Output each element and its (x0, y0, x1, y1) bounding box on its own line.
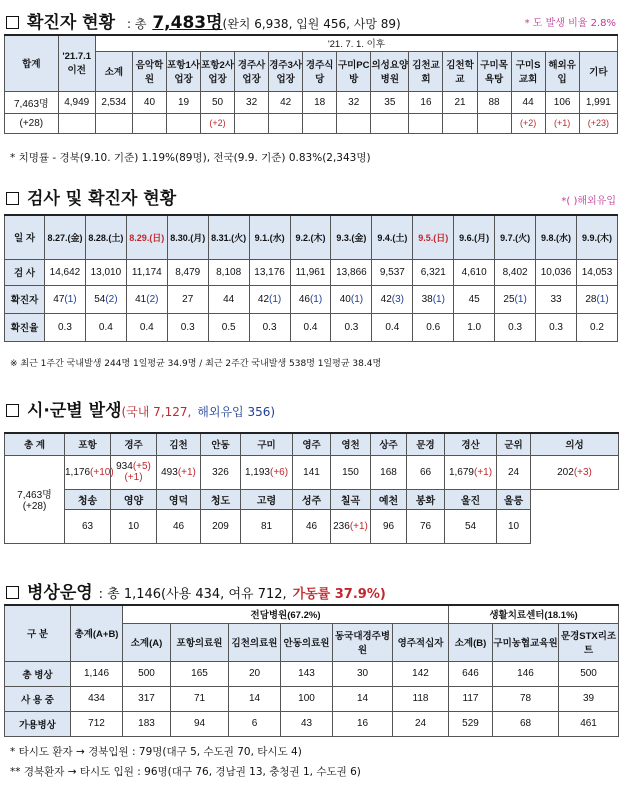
header-total: 합계 (5, 35, 59, 91)
bed-value: 24 (393, 711, 449, 736)
header-before: '21.7.1이전 (58, 35, 95, 91)
rate-cell: 0.3 (331, 313, 372, 341)
case-cell: 40(1) (331, 285, 372, 313)
region-header: 상주 (371, 433, 407, 455)
section4-foot2: ** 경북환자 → 타시도 입원 : 96명(대구 76, 경남권 13, 충청권 1, 수도권 6) (10, 766, 361, 778)
test-cell: 9,537 (372, 259, 413, 285)
case-change (303, 113, 337, 133)
section3-title: 시·군별 발생(국내 7,127, 해외유입 356) (6, 396, 275, 421)
section3-overseas: 해외유입 356) (197, 405, 276, 419)
date-cell: 8.28.(土) (85, 215, 126, 259)
region-value: 168 (371, 455, 407, 489)
case-total: 21 (443, 91, 477, 113)
bed-row-label: 사 용 중 (5, 686, 71, 711)
section3-domestic: (국내 7,127, (121, 405, 192, 419)
case-change (269, 113, 303, 133)
test-cell: 13,010 (85, 259, 126, 285)
rate-cell: 0.4 (126, 313, 167, 341)
test-cell: 6,321 (413, 259, 454, 285)
bed-value: 6 (229, 711, 281, 736)
region-value: 934(+5)(+1) (111, 455, 157, 489)
bed-col-header: 김천의료원 (229, 623, 281, 661)
region-value: 63 (65, 509, 111, 543)
row-label: 확진자 (5, 285, 45, 313)
region-header: 칠곡 (331, 489, 371, 509)
case-change (477, 113, 511, 133)
region-value: 46 (157, 509, 201, 543)
date-cell: 8.27.(金) (45, 215, 86, 259)
date-cell: 9.2.(木) (290, 215, 331, 259)
test-cell: 10,036 (536, 259, 577, 285)
region-value: 24 (497, 455, 531, 489)
case-total: 35 (371, 91, 409, 113)
empty-cell (531, 489, 619, 509)
bed-col-header: 문경STX리조트 (559, 623, 619, 661)
bed-value: 78 (493, 686, 559, 711)
empty-cell (531, 509, 619, 543)
case-change (409, 113, 443, 133)
section4-rate: 가동률 37.9%) (292, 587, 386, 602)
case-change (95, 113, 132, 133)
region-header: 울진 (445, 489, 497, 509)
case-change (132, 113, 166, 133)
bed-value: 94 (171, 711, 229, 736)
case-change: (+2) (201, 113, 235, 133)
test-cell: 8,108 (208, 259, 249, 285)
region-header: 영천 (331, 433, 371, 455)
date-cell: 9.1.(水) (249, 215, 290, 259)
cases-table (4, 34, 618, 134)
region-header: 영주 (293, 433, 331, 455)
bed-value: 71 (171, 686, 229, 711)
group-hospital: 전담병원(67.2%) (123, 605, 449, 623)
section1-note: * 도 발생 비율 2.8% (524, 18, 616, 29)
region-value: 1,176(+10) (65, 455, 111, 489)
test-cell: 13,176 (249, 259, 290, 285)
bed-value: 68 (493, 711, 559, 736)
case-header: 소계 (95, 51, 132, 91)
bed-value: 14 (333, 686, 393, 711)
case-header: 포항1사업장 (166, 51, 200, 91)
section2-note: *( )해외유입 (561, 196, 616, 207)
case-change (443, 113, 477, 133)
region-header: 경주 (111, 433, 157, 455)
case-change (166, 113, 200, 133)
case-total: 40 (132, 91, 166, 113)
region-value: 10 (497, 509, 531, 543)
test-cell: 14,642 (45, 259, 86, 285)
date-cell: 9.8.(水) (536, 215, 577, 259)
date-cell: 9.4.(土) (372, 215, 413, 259)
case-change: (+28) (5, 113, 59, 133)
rate-cell: 0.4 (290, 313, 331, 341)
region-value: 96 (371, 509, 407, 543)
row-label: 확진율 (5, 313, 45, 341)
bed-row-label: 총 병상 (5, 661, 71, 686)
bed-value: 14 (229, 686, 281, 711)
total-change: (+28) (22, 501, 47, 512)
bed-col-header: 소계(A) (123, 623, 171, 661)
date-cell: 9.5.(日) (413, 215, 454, 259)
case-cell: 45 (454, 285, 495, 313)
case-change (337, 113, 371, 133)
region-header: 울릉 (497, 489, 531, 509)
bed-row-label: 가용병상 (5, 711, 71, 736)
bed-col-header: 소계(B) (449, 623, 493, 661)
rate-cell: 0.3 (495, 313, 536, 341)
region-header: 영양 (111, 489, 157, 509)
case-total: 19 (166, 91, 200, 113)
test-cell: 11,961 (290, 259, 331, 285)
case-header: 경주3사업장 (269, 51, 303, 91)
region-value: 326 (201, 455, 241, 489)
bed-value: 39 (559, 686, 619, 711)
region-header: 고령 (241, 489, 293, 509)
region-value: 150 (331, 455, 371, 489)
checkbox-icon (6, 404, 19, 417)
case-cell: 33 (536, 285, 577, 313)
region-value: 10 (111, 509, 157, 543)
tests-table (4, 214, 618, 342)
case-change: (+1) (545, 113, 579, 133)
case-total: 50 (201, 91, 235, 113)
date-cell: 9.7.(火) (495, 215, 536, 259)
case-total: 4,949 (58, 91, 95, 113)
case-total: 32 (235, 91, 269, 113)
bed-row-total: 434 (71, 686, 123, 711)
date-cell: 9.6.(月) (454, 215, 495, 259)
bed-value: 461 (559, 711, 619, 736)
bed-value: 30 (333, 661, 393, 686)
case-total: 7,463명 (5, 91, 59, 113)
bed-value: 117 (449, 686, 493, 711)
checkbox-icon (6, 16, 19, 29)
case-total: 16 (409, 91, 443, 113)
case-header: 구미S교회 (511, 51, 545, 91)
bed-col-header: 동국대경주병원 (333, 623, 393, 661)
section4-summary: : 총 1,146(사용 434, 여유 712, (98, 587, 287, 602)
bed-value: 183 (123, 711, 171, 736)
bed-value: 529 (449, 711, 493, 736)
bed-col-header: 구미농협교육원 (493, 623, 559, 661)
case-cell: 42(3) (372, 285, 413, 313)
region-header: 안동 (201, 433, 241, 455)
row-label: 검 사 (5, 259, 45, 285)
row-label: 일 자 (5, 215, 45, 259)
col-total: 총계(A+B) (71, 605, 123, 661)
case-header: 해외유입 (545, 51, 579, 91)
region-value: 209 (201, 509, 241, 543)
case-total: 32 (337, 91, 371, 113)
region-value: 1,679(+1) (445, 455, 497, 489)
rate-cell: 0.4 (372, 313, 413, 341)
region-header: 봉화 (407, 489, 445, 509)
case-cell: 41(2) (126, 285, 167, 313)
region-value: 46 (293, 509, 331, 543)
case-change (371, 113, 409, 133)
region-value: 81 (241, 509, 293, 543)
bed-value: 118 (393, 686, 449, 711)
bed-col-header: 영주적십자 (393, 623, 449, 661)
case-total: 88 (477, 91, 511, 113)
region-header: 성주 (293, 489, 331, 509)
case-header: 음악학원 (132, 51, 166, 91)
rate-cell: 0.3 (167, 313, 208, 341)
bed-row-total: 1,146 (71, 661, 123, 686)
bed-value: 142 (393, 661, 449, 686)
bed-value: 43 (281, 711, 333, 736)
date-cell: 8.30.(月) (167, 215, 208, 259)
bed-col-header: 안동의료원 (281, 623, 333, 661)
total-value: 7,463명 (17, 490, 52, 501)
case-total: 1,991 (579, 91, 617, 113)
case-cell: 46(1) (290, 285, 331, 313)
case-header: 김천학교 (443, 51, 477, 91)
test-cell: 8,402 (495, 259, 536, 285)
bed-value: 143 (281, 661, 333, 686)
region-value: 141 (293, 455, 331, 489)
region-header: 의성 (531, 433, 619, 455)
region-value: 493(+1) (157, 455, 201, 489)
case-cell: 25(1) (495, 285, 536, 313)
rate-cell: 0.3 (536, 313, 577, 341)
region-header: 경산 (445, 433, 497, 455)
section2-title: 검사 및 확진자 현황 (6, 184, 176, 209)
rate-cell: 0.5 (208, 313, 249, 341)
section1-title: 확진자 현황 : 총 7,483명(완치 6,938, 입원 456, 사망 89) (6, 8, 401, 33)
region-header: 문경 (407, 433, 445, 455)
section4-foot1: * 타시도 환자 → 경북입원 : 79명(대구 5, 수도권 70, 타시도 4) (10, 746, 302, 758)
case-total: 18 (303, 91, 337, 113)
region-header: 영덕 (157, 489, 201, 509)
bed-value: 165 (171, 661, 229, 686)
case-cell: 42(1) (249, 285, 290, 313)
case-cell: 54(2) (85, 285, 126, 313)
section2-footnote: ※ 최근 1주간 국내발생 244명 1일평균 34.9명 / 최근 2주간 국내발생 538명 1일평균 38.4명 (10, 359, 382, 369)
rate-cell: 0.4 (85, 313, 126, 341)
bed-value: 16 (333, 711, 393, 736)
test-cell: 13,866 (331, 259, 372, 285)
case-cell: 27 (167, 285, 208, 313)
bed-value: 500 (123, 661, 171, 686)
bed-value: 646 (449, 661, 493, 686)
section1-footnote: * 치명률 - 경북(9.10. 기준) 1.19%(89명), 전국(9.9. 기준) 0.83%(2,343명) (10, 152, 371, 164)
bed-value: 100 (281, 686, 333, 711)
region-header: 구미 (241, 433, 293, 455)
case-header: 경주사업장 (235, 51, 269, 91)
region-header: 포항 (65, 433, 111, 455)
bed-col-header: 포항의료원 (171, 623, 229, 661)
test-cell: 8,479 (167, 259, 208, 285)
checkbox-icon (6, 192, 19, 205)
summary-detail: (완치 6,938, 입원 456, 사망 89) (222, 17, 401, 31)
total-cell (5, 455, 65, 543)
region-header: 청송 (65, 489, 111, 509)
date-header: '21. 7. 1. 이후 (95, 35, 617, 51)
region-header: 군위 (497, 433, 531, 455)
region-header: 김천 (157, 433, 201, 455)
date-cell: 9.9.(木) (576, 215, 617, 259)
region-header: 청도 (201, 489, 241, 509)
region-value: 76 (407, 509, 445, 543)
region-header: 예천 (371, 489, 407, 509)
date-cell: 9.3.(金) (331, 215, 372, 259)
case-change (235, 113, 269, 133)
case-total: 2,534 (95, 91, 132, 113)
case-total: 106 (545, 91, 579, 113)
bed-row-total: 712 (71, 711, 123, 736)
case-header: 구미목욕탕 (477, 51, 511, 91)
case-total: 44 (511, 91, 545, 113)
bed-value: 20 (229, 661, 281, 686)
rate-cell: 0.3 (249, 313, 290, 341)
rate-cell: 0.3 (45, 313, 86, 341)
rate-cell: 1.0 (454, 313, 495, 341)
region-value: 66 (407, 455, 445, 489)
checkbox-icon (6, 586, 19, 599)
section4-title: 병상운영 : 총 1,146(사용 434, 여유 712, 가동률 37.9%) (6, 578, 386, 603)
case-change: (+2) (511, 113, 545, 133)
col-gubun: 구 분 (5, 605, 71, 661)
case-cell: 47(1) (45, 285, 86, 313)
rate-cell: 0.2 (576, 313, 617, 341)
case-header: 김천교회 (409, 51, 443, 91)
region-table (4, 432, 619, 544)
date-cell: 8.31.(火) (208, 215, 249, 259)
beds-table (4, 604, 619, 737)
case-change: (+23) (579, 113, 617, 133)
date-cell: 8.29.(日) (126, 215, 167, 259)
test-cell: 11,174 (126, 259, 167, 285)
case-cell: 28(1) (576, 285, 617, 313)
case-header: 포항2사업장 (201, 51, 235, 91)
summary-total: 7,483명 (152, 13, 223, 33)
bed-value: 317 (123, 686, 171, 711)
test-cell: 4,610 (454, 259, 495, 285)
case-change (58, 113, 95, 133)
bed-value: 146 (493, 661, 559, 686)
case-total: 42 (269, 91, 303, 113)
region-value: 54 (445, 509, 497, 543)
test-cell: 14,053 (576, 259, 617, 285)
case-header: 구미PC방 (337, 51, 371, 91)
bed-value: 500 (559, 661, 619, 686)
case-header: 경주식당 (303, 51, 337, 91)
group-center: 생활치료센터(18.1%) (449, 605, 619, 623)
region-value: 202(+3) (531, 455, 619, 489)
case-header: 기타 (579, 51, 617, 91)
summary-prefix: : (126, 17, 135, 31)
region-value: 236(+1) (331, 509, 371, 543)
case-header: 의성요양병원 (371, 51, 409, 91)
total-label: 총 계 (5, 433, 65, 455)
case-cell: 38(1) (413, 285, 454, 313)
region-value: 1,193(+6) (241, 455, 293, 489)
case-cell: 44 (208, 285, 249, 313)
rate-cell: 0.6 (413, 313, 454, 341)
